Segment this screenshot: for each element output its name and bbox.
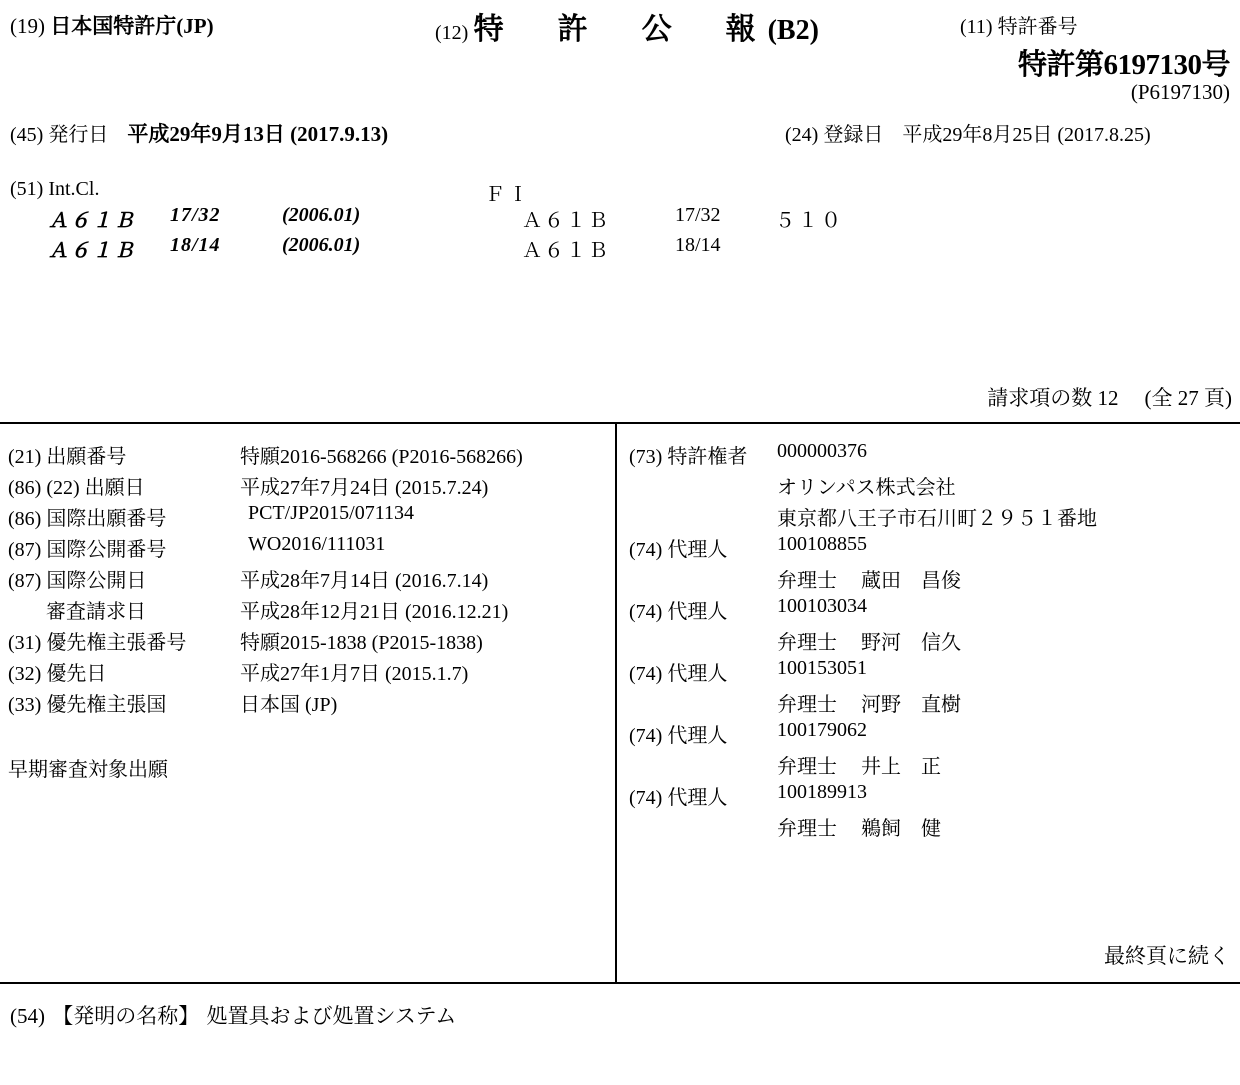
intl-application-number-value: PCT/JP2015/071134: [248, 502, 414, 524]
agent-title: 弁理士: [777, 818, 837, 840]
registration-date: [785, 118, 1151, 147]
priority-country-label-text: 優先権主張国: [46, 694, 167, 716]
dates-row: [10, 118, 1230, 146]
int-cl-group: 18/14: [170, 234, 221, 256]
agent-row: [629, 719, 1240, 750]
patent-number: 特許第6197130号: [1017, 49, 1230, 81]
examination-request-date-value: 平成28年12月21日 (2016.12.21): [240, 601, 509, 623]
agent-name-group: [777, 564, 961, 593]
agent-name-group: [777, 750, 941, 779]
invention-title-code: (54): [10, 1004, 45, 1028]
agent-title: 弁理士: [777, 756, 837, 778]
priority-number-row: [8, 626, 615, 657]
application-number-label-text: 出願番号: [46, 446, 127, 468]
claims-count: [987, 382, 1232, 412]
agent-number: 100189913: [777, 781, 867, 803]
intl-publication-date-value: 平成28年7月14日 (2016.7.14): [240, 570, 489, 592]
priority-date-label: [8, 657, 106, 686]
agent-name: 河野 直樹: [861, 694, 961, 716]
intl-publication-date-row: [8, 564, 615, 595]
patent-holder-name-row: [629, 471, 1240, 502]
int-cl-header: [10, 178, 99, 201]
agent-label: [629, 595, 727, 624]
patent-holder-address-row: [629, 502, 1240, 533]
agent-code: (74): [629, 725, 663, 747]
doc-type-code: (12): [435, 22, 469, 44]
registration-date-value: 平成29年8月25日 (2017.8.25): [902, 124, 1151, 146]
agent-row: [629, 781, 1240, 812]
bibliographic-table: [0, 422, 1240, 984]
examination-request-date-row: [8, 595, 615, 626]
agent-label: [629, 657, 727, 686]
agent-name-row: [629, 688, 1240, 719]
agent-label-text: 代理人: [667, 539, 728, 561]
priority-country-label: [8, 688, 166, 717]
priority-date-label-text: 優先日: [46, 663, 107, 685]
filing-date-code: (86) (22): [8, 477, 80, 499]
claims-count-value: 12: [1097, 386, 1119, 410]
classification-block: [10, 178, 1230, 264]
agent-title: 弁理士: [777, 570, 837, 592]
priority-number-code: (31): [8, 632, 42, 654]
int-cl-group: 17/32: [170, 204, 221, 226]
document-header: [10, 0, 1230, 104]
agent-label-text: 代理人: [667, 787, 728, 809]
publication-date-label: 発行日: [48, 124, 109, 146]
filing-date-row: [8, 471, 615, 502]
invention-title-label: 【発明の名称】: [52, 1004, 200, 1028]
invention-title-row: [10, 1000, 456, 1030]
agent-code: (74): [629, 663, 663, 685]
agent-name: 鵜飼 健: [861, 818, 941, 840]
fi-extra: ５１０: [775, 210, 844, 232]
priority-number-value: 特願2015-1838 (P2015-1838): [240, 632, 483, 654]
priority-date-value: 平成27年1月7日 (2015.1.7): [240, 663, 469, 685]
fi-group: 18/14: [675, 234, 721, 256]
agent-code: (74): [629, 539, 663, 561]
publication-date: [10, 118, 388, 148]
agent-name-group: [777, 688, 961, 717]
patent-number-code: (11): [960, 16, 993, 38]
intl-publication-date-code: (87): [8, 570, 42, 592]
intl-application-number-label: [8, 502, 166, 531]
classification-header: [10, 178, 1230, 204]
application-number-code: (21): [8, 446, 42, 468]
bibliographic-right-column: [619, 424, 1240, 982]
agent-row: [629, 595, 1240, 626]
agent-number: 100103034: [777, 595, 867, 617]
registration-date-code: (24): [785, 124, 819, 146]
agent-label-text: 代理人: [667, 663, 728, 685]
intl-publication-number-label-text: 国際公開番号: [46, 539, 167, 561]
fi-class: Ａ６１Ｂ: [522, 210, 610, 232]
claims-count-label: 請求項の数: [987, 386, 1093, 410]
issuing-office-code: (19): [10, 14, 45, 38]
agent-row: [629, 533, 1240, 564]
application-number-value: 特願2016-568266 (P2016-568266): [240, 446, 523, 468]
int-cl-label: Int.Cl.: [48, 178, 100, 200]
accelerated-examination-note: 早期審査対象出願: [8, 759, 168, 781]
priority-date-code: (32): [8, 663, 42, 685]
agent-name-row: [629, 812, 1240, 843]
filing-date-label: [8, 471, 145, 500]
total-pages: (全 27 頁): [1144, 386, 1232, 410]
patent-holder-row: [629, 440, 1240, 471]
agent-label: [629, 533, 727, 562]
filing-date-value: 平成27年7月24日 (2015.7.24): [240, 477, 489, 499]
priority-country-code: (33): [8, 694, 42, 716]
patent-holder-label-text: 特許権者: [667, 446, 748, 468]
agent-name-row: [629, 750, 1240, 781]
agent-label-text: 代理人: [667, 601, 728, 623]
agent-name-group: [777, 626, 961, 655]
issuing-office: [10, 10, 214, 40]
agent-name-row: [629, 564, 1240, 595]
priority-country-value: 日本国 (JP): [240, 694, 338, 716]
int-cl-code: (51): [10, 178, 44, 200]
intl-publication-number-code: (87): [8, 539, 42, 561]
patent-holder-number: 000000376: [777, 440, 867, 462]
agent-label: [629, 781, 727, 810]
publication-date-code: (45): [10, 124, 44, 146]
agent-title: 弁理士: [777, 694, 837, 716]
filing-date-label-text: 出願日: [84, 477, 145, 499]
fi-group: 17/32: [675, 204, 721, 226]
invention-title: 処置具および処置システム: [206, 1004, 457, 1028]
intl-publication-number-row: [8, 533, 615, 564]
agent-name: 井上 正: [861, 756, 941, 778]
page-title: [435, 4, 819, 48]
patent-holder-address: 東京都八王子市石川町２９５１番地: [777, 508, 1097, 530]
agent-label: [629, 719, 727, 748]
doc-type-title: 特 許 公 報: [473, 13, 768, 46]
int-cl-class: Ａ６１Ｂ: [48, 240, 136, 262]
fi-label: ＦＩ: [485, 184, 531, 206]
doc-type-kind: (B2): [767, 15, 819, 46]
agent-name-group: [777, 812, 941, 841]
issuing-office-name: 日本国特許庁(JP): [50, 14, 214, 38]
int-cl-class: Ａ６１Ｂ: [48, 210, 136, 232]
patent-holder-label: [629, 440, 747, 469]
application-number-row: [8, 440, 615, 471]
intl-application-number-row: [8, 502, 615, 533]
agent-row: [629, 657, 1240, 688]
agent-name: 野河 信久: [861, 632, 961, 654]
intl-publication-date-label: [8, 564, 146, 593]
intl-publication-date-label-text: 国際公開日: [46, 570, 147, 592]
agent-number: 100179062: [777, 719, 867, 741]
bibliographic-left-column: [0, 424, 617, 982]
fi-class: Ａ６１Ｂ: [522, 240, 610, 262]
continued-on-last-page: 最終頁に続く: [1104, 944, 1230, 968]
agent-name-row: [629, 626, 1240, 657]
agent-number: 100108855: [777, 533, 867, 555]
classification-row: [10, 204, 1230, 234]
int-cl-version: (2006.01): [282, 234, 361, 256]
patent-number-label-group: [960, 10, 1078, 39]
agent-code: (74): [629, 787, 663, 809]
examination-request-date-label: 審査請求日: [46, 601, 146, 623]
patent-number-paren: (P6197130): [1130, 80, 1230, 104]
int-cl-version: (2006.01): [282, 204, 361, 226]
publication-date-value: 平成29年9月13日 (2017.9.13): [127, 122, 389, 146]
registration-date-label: 登録日: [823, 124, 884, 146]
intl-publication-number-label: [8, 533, 166, 562]
priority-number-label-text: 優先権主張番号: [46, 632, 187, 654]
agent-label-text: 代理人: [667, 725, 728, 747]
agent-title: 弁理士: [777, 632, 837, 654]
intl-publication-number-value: WO2016/111031: [248, 533, 386, 555]
patent-number-label: 特許番号: [997, 16, 1078, 38]
agent-name: 蔵田 昌俊: [861, 570, 961, 592]
agent-number: 100153051: [777, 657, 867, 679]
priority-country-row: [8, 688, 615, 719]
priority-number-label: [8, 626, 186, 655]
patent-holder-code: (73): [629, 446, 663, 468]
application-number-label: [8, 440, 126, 469]
intl-application-number-label-text: 国際出願番号: [46, 508, 167, 530]
patent-holder-name: オリンパス株式会社: [777, 477, 956, 499]
classification-row: [10, 234, 1230, 264]
agent-code: (74): [629, 601, 663, 623]
intl-application-number-code: (86): [8, 508, 42, 530]
priority-date-row: [8, 657, 615, 688]
